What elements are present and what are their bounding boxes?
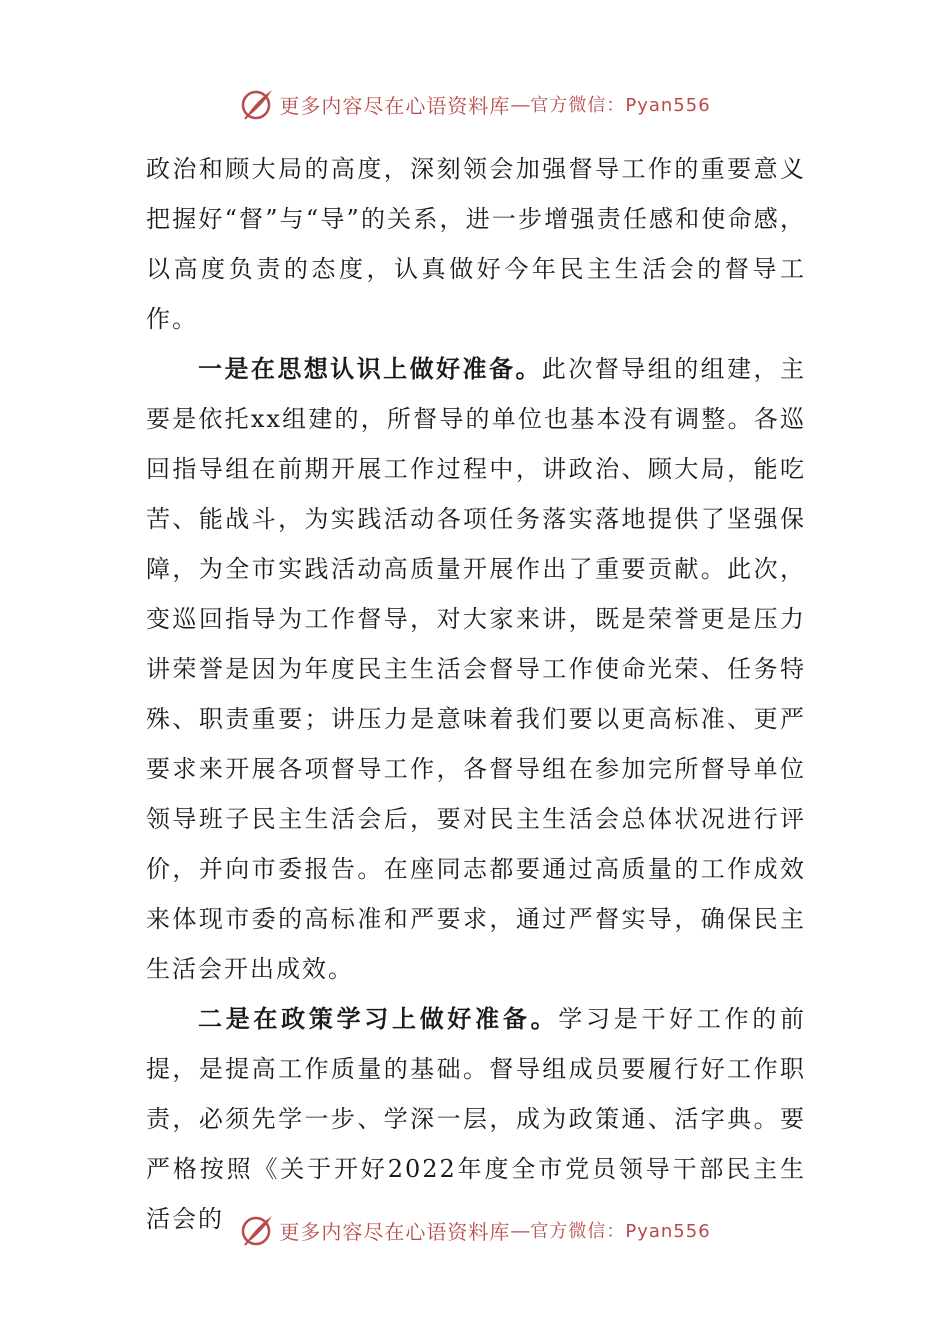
watermark-separator: — (510, 1218, 531, 1242)
header-watermark (0, 84, 950, 124)
watermark-contact: 官方微信：Pyan556 (530, 1221, 711, 1242)
document-body (146, 144, 806, 1244)
paragraph-lead: 二是在政策学习上做好准备。 (198, 1005, 559, 1033)
quill-logo-icon (239, 86, 275, 122)
paragraph-continuation (146, 144, 806, 344)
paragraph-text: 学习是干好工作的前提，是提高工作质量的基础。督导组成员要履行好工作职责，必须先学一步、学深一层，成为政策通、活字典。要严格按照《关于开好2022年度全市党员领导干部民主生活会的 (146, 1005, 807, 1233)
watermark-contact: 官方微信：Pyan556 (530, 95, 711, 116)
paragraph-text: 政治和顾大局的高度，深刻领会加强督导工作的重要意义把握好“督”与“导”的关系，进一步增强责任感和使命感，以高度负责的态度，认真做好今年民主生活会的督导工作。 (146, 155, 806, 333)
paragraph-ideological-preparation (146, 344, 806, 994)
watermark-brand: 更多内容尽在心语资料库 (279, 1219, 511, 1244)
quill-logo-icon (239, 1212, 275, 1248)
paragraph-lead: 一是在思想认识上做好准备。 (198, 355, 542, 383)
paragraph-policy-study (146, 994, 806, 1244)
footer-watermark (0, 1210, 950, 1250)
paragraph-text: 此次督导组的组建，主要是依托xx组建的，所督导的单位也基本没有调整。各巡回指导组在前期开展工作过程中，讲政治、顾大局，能吃苦、能战斗，为实践活动各项任务落实落地提供了坚强保障，为全市实践活动高质量开展作出了重要贡献。此次，变巡回指导为工作督导，对大家来讲，既是荣誉更是压力讲荣誉是因为年度民主生活会督导工作使命光荣、任务特殊、职责重要；讲压力是意味着我们要以更高标准、更严要求来开展各项督导工作，各督导组在参加完所督导单位领导班子民主生活会后，要对民主生活会总体状况进行评价，并向市委报告。在座同志都要通过高质量的工作成效来体现市委的高标准和严要求，通过严督实导，确保民主生活会开出成效。 (146, 355, 807, 983)
watermark-brand: 更多内容尽在心语资料库 (279, 93, 511, 118)
watermark-separator: — (510, 92, 531, 116)
